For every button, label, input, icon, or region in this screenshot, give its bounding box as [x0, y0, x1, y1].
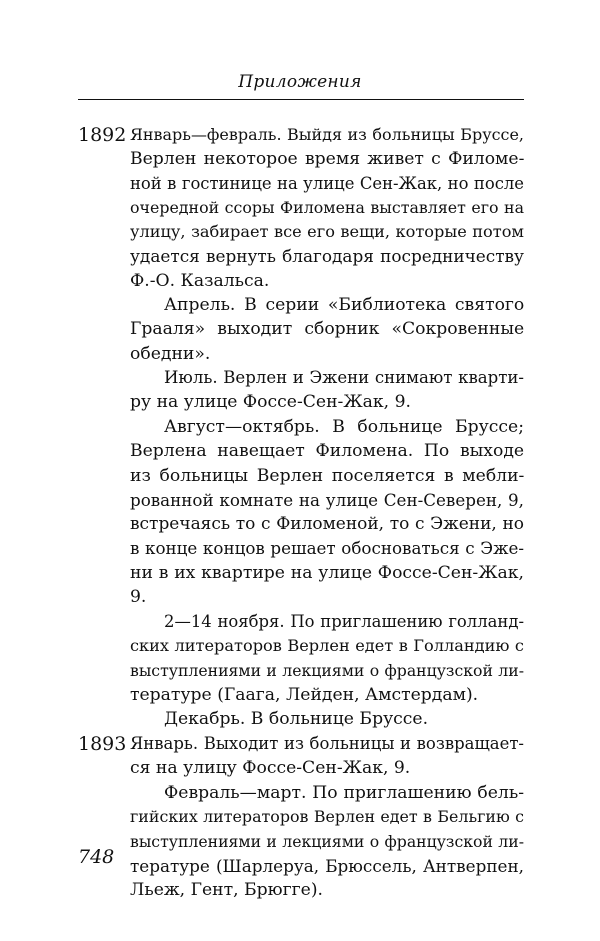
text-line: Апрель. В серии «Библиотека святого: [164, 295, 525, 315]
text-line: Льеж, Гент, Брюгге).: [130, 880, 323, 901]
text-line: тературе (Шарлеруа, Брюссель, Антверпен,: [130, 855, 524, 876]
text-line: очередной ссоры Филомена выставляет его на: [130, 197, 524, 217]
text-line: в конце концов решает обосноваться с Эже-: [130, 538, 524, 559]
text-line: Февраль—март. По приглашению бель-: [164, 783, 524, 803]
text-line: Ф.-О. Казальса.: [130, 270, 270, 291]
text-line: Август—октябрь. В больнице Бруссе;: [164, 417, 524, 437]
text-line: ся на улицу Фоссе-Сен-Жак, 9.: [130, 758, 411, 779]
text-line: ских литераторов Верлен едет в Голландию с: [130, 636, 524, 656]
text-line: ни в их квартире на улице Фоссе-Сен-Жак,: [130, 562, 524, 583]
text-line: ру на улице Фоссе-Сен-Жак, 9.: [130, 392, 411, 413]
text-line: Грааля» выходит сборник «Сокровенные: [130, 319, 525, 340]
text-line: улицу, забирает все его вещи, которые потом: [130, 222, 524, 242]
year-label-1892: 1892: [78, 124, 127, 146]
header-rule: [78, 99, 524, 100]
paragraph-july-1892: [130, 366, 524, 415]
year-label-1893: 1893: [78, 733, 127, 755]
text-line: из больницы Верлен поселяется в мебли-: [130, 465, 525, 486]
paragraph-january-1893: [130, 732, 524, 781]
paragraph-april-1892: [130, 293, 524, 366]
text-line: Январь—февраль. Выйдя из больницы Бруссе,: [130, 125, 524, 144]
text-line: гийских литераторов Верлен едет в Бельгию с: [130, 807, 524, 827]
paragraph-feb-mar-1893: [130, 781, 524, 902]
text-line: обедни».: [130, 343, 211, 364]
text-line: 9.: [130, 587, 147, 608]
text-line: ной в гостинице на улице Сен-Жак, но после: [130, 173, 524, 193]
running-head: Приложения: [238, 72, 362, 92]
paragraph-december-1892: [130, 707, 524, 731]
text-line: Верлена навещает Филомена. По выходе: [130, 441, 525, 462]
text-line: выступлениями и лекциями о французской ли-: [130, 831, 524, 851]
text-line: 2—14 ноября. По приглашению голланд-: [164, 612, 524, 631]
text-line: встречаясь то с Филоменой, то с Эжени, но: [130, 514, 524, 535]
text-line: тературе (Гаага, Лейден, Амстердам).: [130, 684, 479, 705]
text-line: удается вернуть благодаря посредничеству: [130, 246, 524, 267]
text-line: Декабрь. В больнице Бруссе.: [164, 709, 429, 729]
text-line: выступлениями и лекциями о французской ли-: [130, 660, 524, 680]
text-line: Январь. Выходит из больницы и возвращает-: [130, 734, 524, 753]
text-line: Июль. Верлен и Эжени снимают кварти-: [164, 368, 524, 387]
page-number: 748: [78, 846, 115, 868]
text-line: Верлен некоторое время живет с Филоме-: [130, 149, 525, 170]
paragraph-aug-oct-1892: [130, 415, 524, 609]
text-line: рованной комнате на улице Сен-Северен, 9,: [130, 489, 524, 510]
paragraph-jan-feb-1892: [130, 123, 524, 293]
paragraph-november-1892: [130, 610, 524, 707]
